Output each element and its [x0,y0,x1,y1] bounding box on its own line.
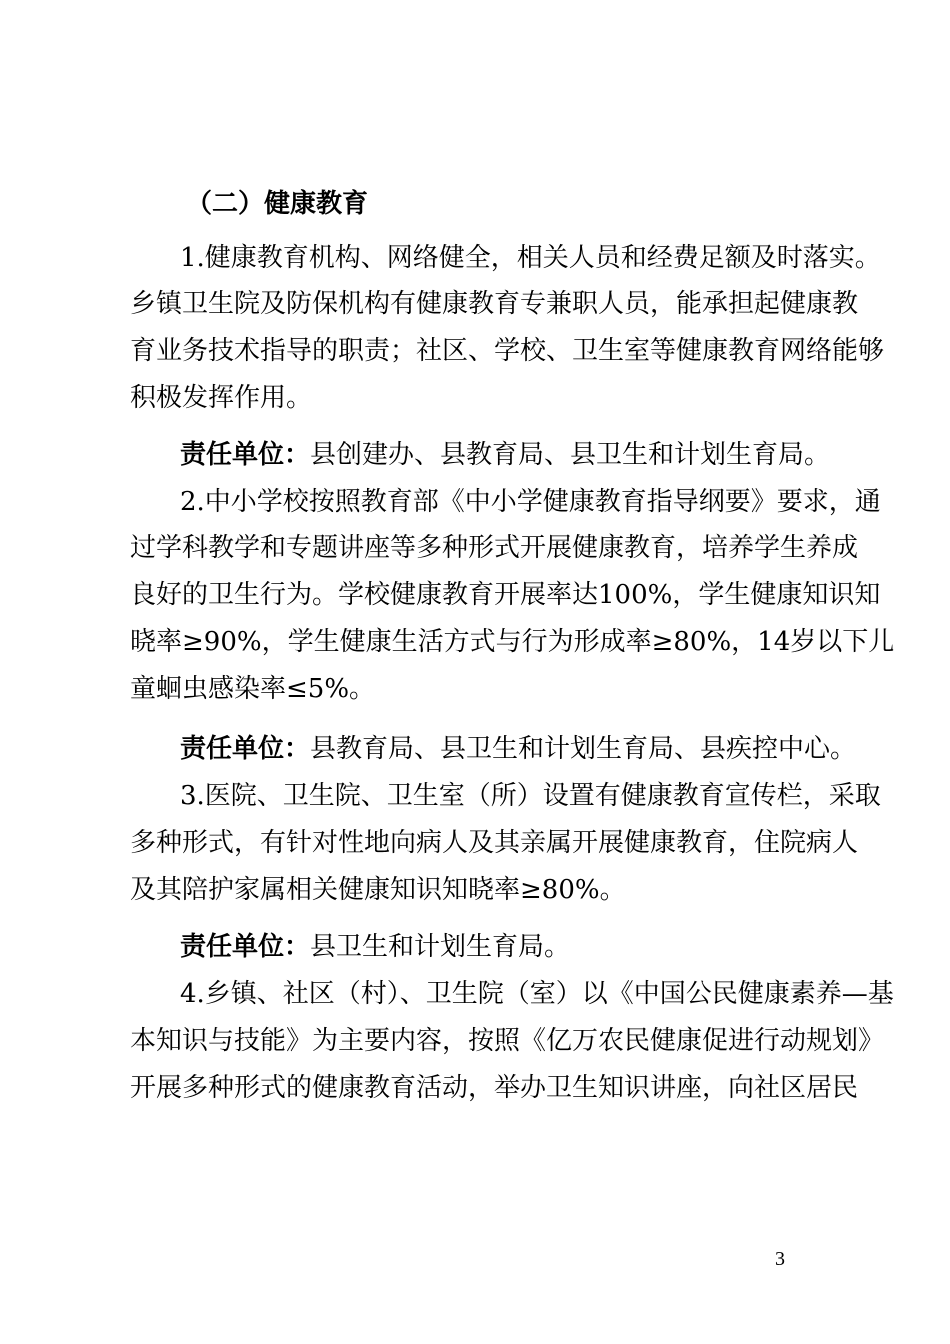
responsibility-label: 责任单位： [180,440,311,470]
item-1-line-4: 积极发挥作用。 [130,383,313,413]
responsibility-units: 县卫生和计划生育局。 [310,932,571,962]
item-1-line-2: 乡镇卫生院及防保机构有健康教育专兼职人员，能承担起健康教 [130,289,859,319]
item-2-line-2: 过学科教学和专题讲座等多种形式开展健康教育，培养学生养成 [130,533,859,563]
item-3-line-3: 及其陪护家属相关健康知识知晓率≥80%。 [130,875,626,905]
item-3-responsibility [180,930,885,964]
section-heading: （二）健康教育 [186,189,369,219]
responsibility-label: 责任单位： [180,734,311,764]
item-2-line-3: 良好的卫生行为。学校健康教育开展率达100%，学生健康知识知 [130,580,881,610]
item-3-line-2: 多种形式，有针对性地向病人及其亲属开展健康教育，住院病人 [130,828,859,858]
responsibility-label: 责任单位： [180,932,311,962]
page-number: 3 [775,1248,785,1270]
responsibility-units: 县教育局、县卫生和计划生育局、县疾控中心。 [310,734,857,764]
responsibility-units: 县创建办、县教育局、县卫生和计划生育局。 [310,440,831,470]
item-2-line-1: 2.中小学校按照教育部《中小学健康教育指导纲要》要求，通 [180,487,881,517]
item-4-line-1: 4.乡镇、社区（村）、卫生院（室）以《中国公民健康素养—基 [180,979,894,1009]
item-1-line-3: 育业务技术指导的职责；社区、学校、卫生室等健康教育网络能够 [130,336,885,366]
item-1-line-1: 1.健康教育机构、网络健全，相关人员和经费足额及时落实。 [180,243,881,273]
item-3-line-1: 3.医院、卫生院、卫生室（所）设置有健康教育宣传栏，采取 [180,781,881,811]
item-4-line-2: 本知识与技能》为主要内容，按照《亿万农民健康促进行动规划》 [130,1026,885,1056]
item-1-responsibility [180,438,885,472]
item-2-responsibility [180,732,885,766]
item-2-line-4: 晓率≥90%，学生健康生活方式与行为形成率≥80%，14岁以下儿 [130,627,895,657]
item-4-line-3: 开展多种形式的健康教育活动，举办卫生知识讲座，向社区居民 [130,1073,859,1103]
item-2-line-5: 童蛔虫感染率≤5%。 [130,674,376,704]
